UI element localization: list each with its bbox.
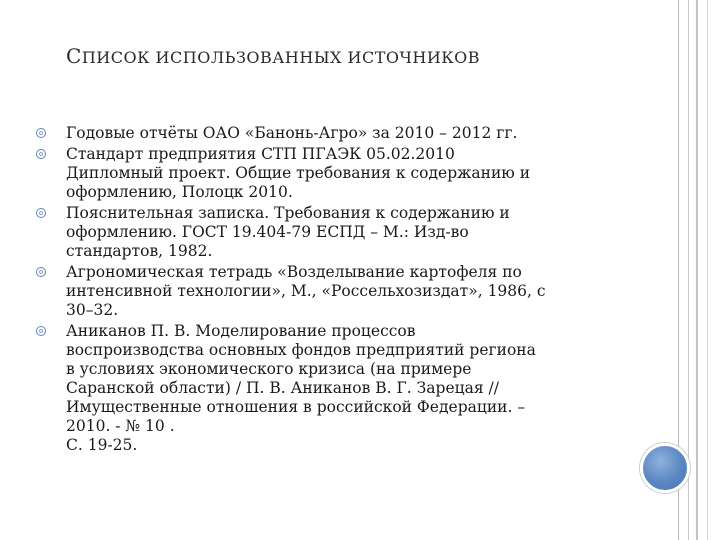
source-line: Годовые отчёты ОАО «Банонь-Агро» за 2010 – 2012 гг. <box>66 124 518 142</box>
ring-bullet-icon <box>36 267 46 277</box>
ring-bullet-icon <box>36 208 46 218</box>
ring-bullet-icon <box>36 149 46 159</box>
source-line: Пояснительная записка. Требования к содержанию и <box>66 204 510 222</box>
ring-bullet-icon <box>36 128 46 138</box>
source-line: Агрономическая тетрадь «Возделывание картофеля по <box>66 263 522 281</box>
slide-title <box>66 44 480 68</box>
source-item <box>36 263 626 320</box>
source-line: Стандарт предприятия СТП ПГАЭК 05.02.2010 <box>66 145 455 163</box>
source-line: оформлению. ГОСТ 19.404-79 ЕСПД – М.: Изд-во <box>66 223 469 241</box>
source-line: С. 19-25. <box>66 436 138 454</box>
source-line: Саранской области) / П. В. Аниканов В. Г. Зарецая // <box>66 379 499 397</box>
source-line: 30–32. <box>66 301 119 319</box>
source-line: Аниканов П. В. Моделирование процессов <box>66 322 416 340</box>
blue-circle-icon <box>640 443 690 493</box>
source-line: воспроизводства основных фондов предприятий региона <box>66 341 536 359</box>
ring-bullet-icon <box>36 326 46 336</box>
decor-line <box>696 0 698 540</box>
source-item <box>36 145 626 202</box>
source-line: интенсивной технологии», М., «Россельхозиздат», 1986, с <box>66 282 546 300</box>
source-line: 2010. - № 10 . <box>66 417 175 435</box>
title-rest: ПИСОК ИСПОЛЬЗОВАННЫХ ИСТОЧНИКОВ <box>81 48 481 67</box>
sources-list <box>36 124 626 457</box>
title-first-letter: С <box>66 44 82 68</box>
source-item <box>36 322 626 455</box>
source-item <box>36 204 626 261</box>
source-line: стандартов, 1982. <box>66 242 213 260</box>
decor-line <box>707 0 708 540</box>
source-item <box>36 124 626 143</box>
source-line: в условиях экономического кризиса (на примере <box>66 360 472 378</box>
source-line: Дипломный проект. Общие требования к содержанию и <box>66 164 531 182</box>
source-line: оформлению, Полоцк 2010. <box>66 183 293 201</box>
source-line: Имущественные отношения в российской Федерации. – <box>66 398 526 416</box>
